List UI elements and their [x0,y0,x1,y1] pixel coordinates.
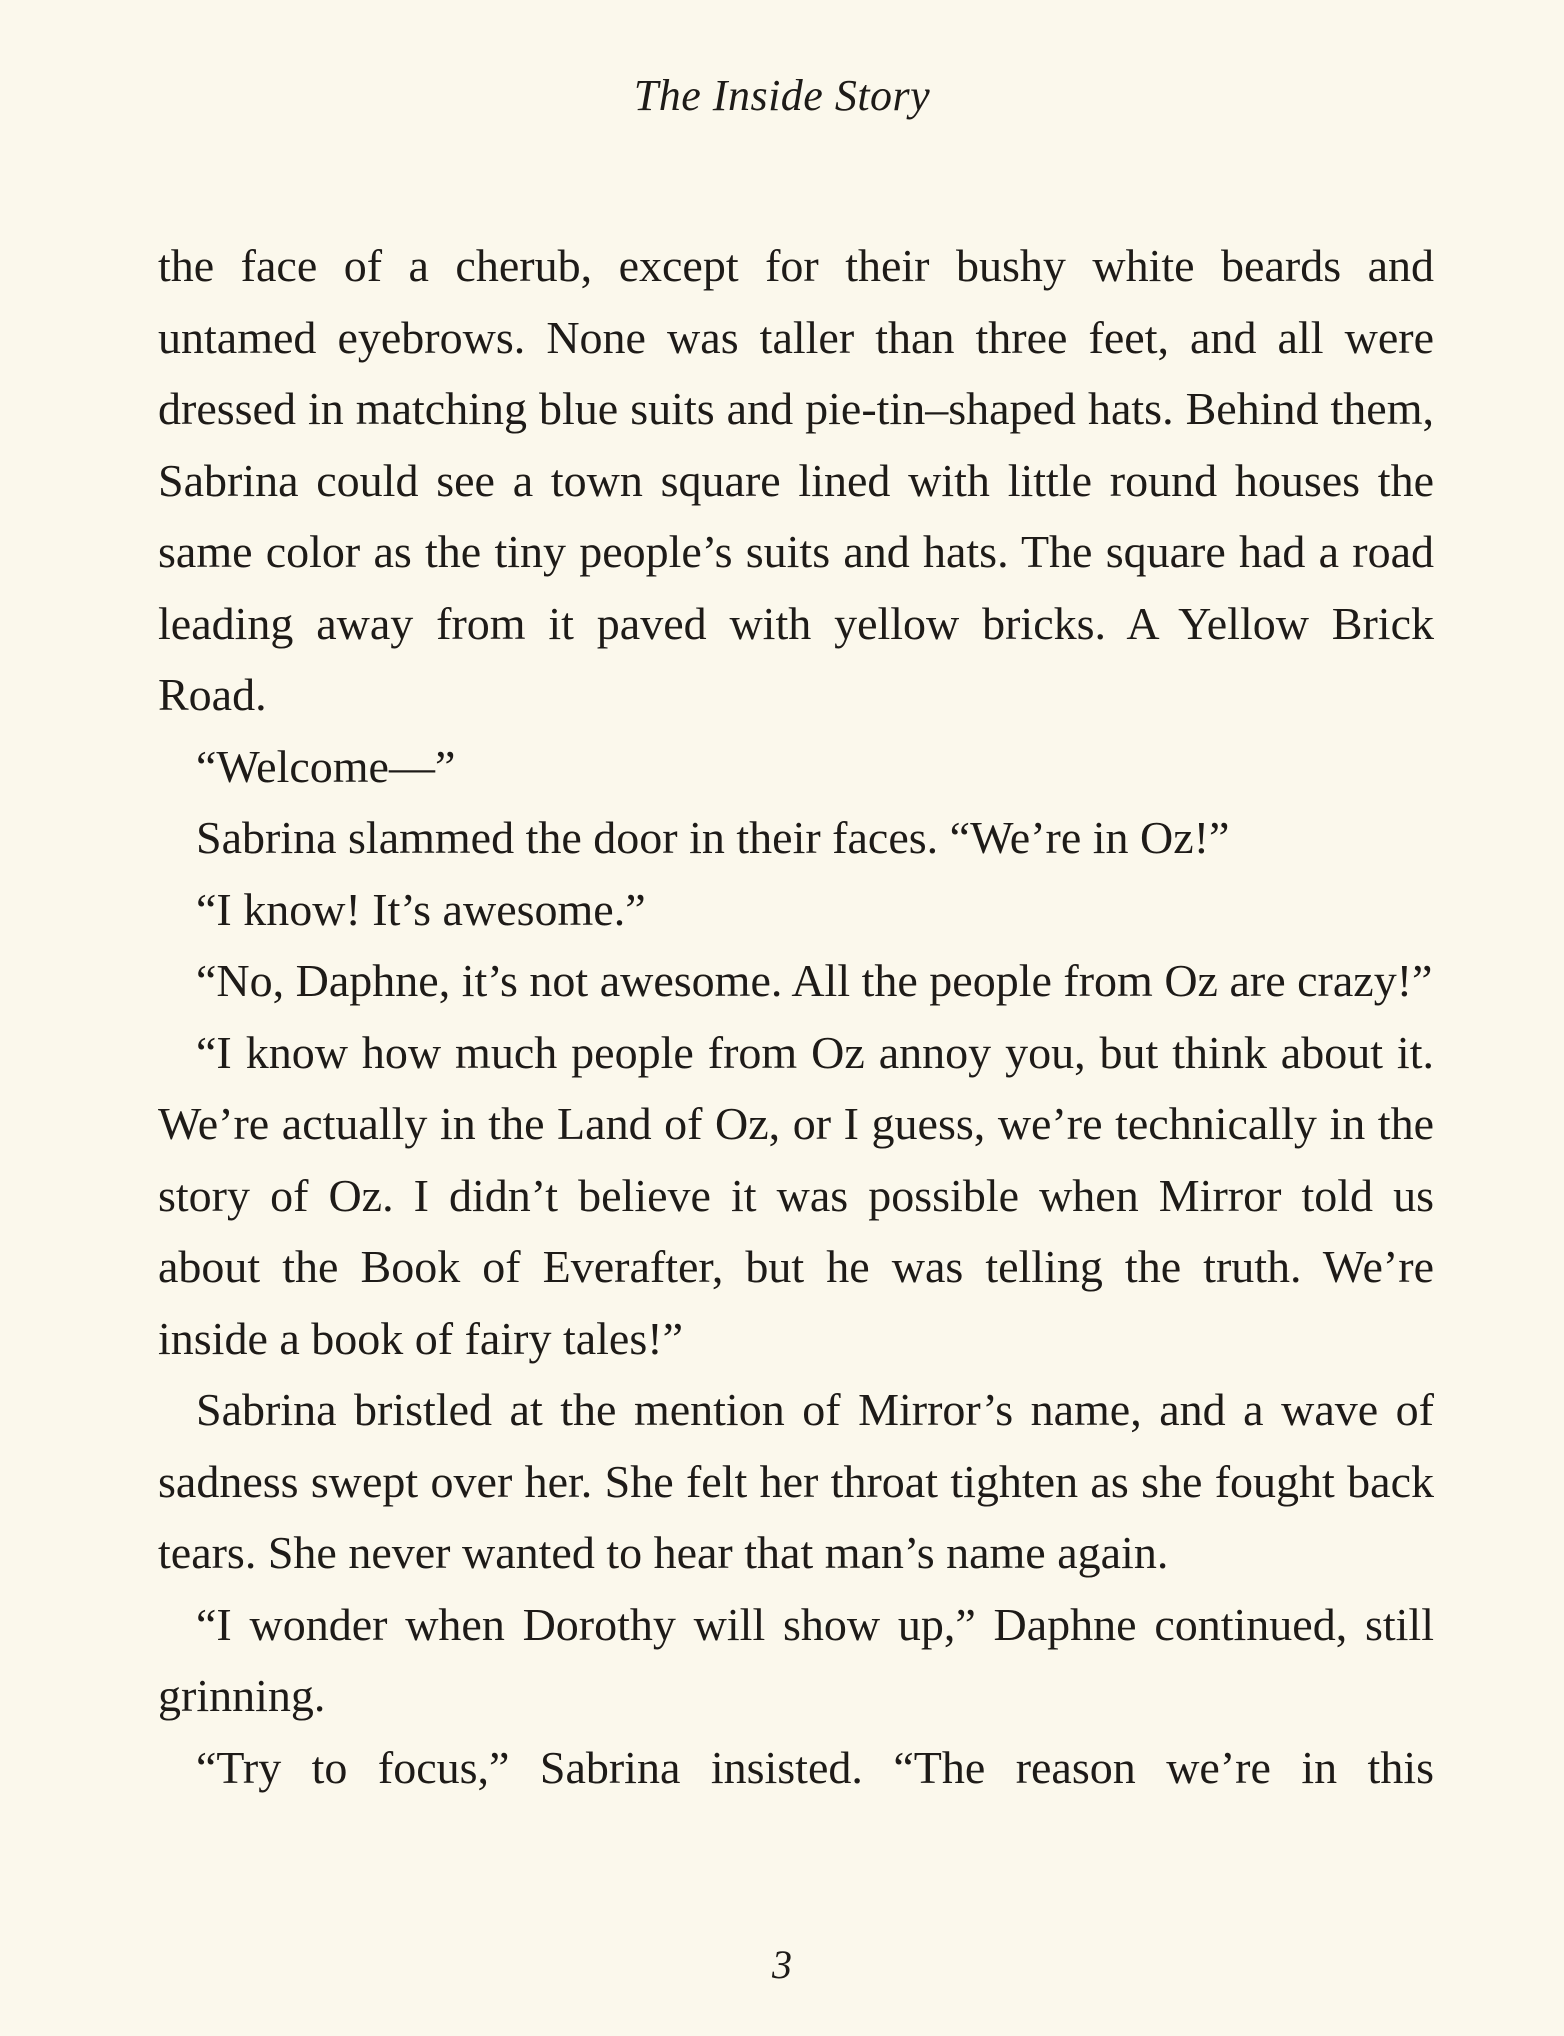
paragraph: Sabrina slammed the door in their faces. “We’re in Oz!” [196,812,1230,863]
paragraph: Sabrina bristled at the mention of Mirror’s name, and a wave of sadness swept over her. She felt her throat tighten as she fought back tears. She never wanted to hear that man’s name again. [158,1384,1434,1578]
paragraph: “No, Daphne, it’s not awesome. All the people from Oz are crazy!” [196,955,1433,1006]
paragraph: “Welcome—” [196,740,456,792]
paragraph: the face of a cherub, except for their bushy white beards and untamed eyebrows. None was taller than three feet, and all were dressed in matching blue suits and pie-tin–shaped hats. Behind them, Sabrina could see a town square lined with little round houses the same color as the tiny people’s suits and hats. The square had a road leading away from it paved with yellow bricks. A Yellow Brick Road. [158,240,1434,720]
running-head: The Inside Story [633,71,931,120]
page-number: 3 [772,1942,792,1987]
paragraph: “I know! It’s awesome.” [196,883,646,935]
body-text [158,230,1434,1803]
paragraph: “I know how much people from Oz annoy you, but think about it. We’re actually in the Land of Oz, or I guess, we’re technically in the story of Oz. I didn’t believe it was possible when Mirror told us about the Book of Everafter, but he was telling the truth. We’re inside a book of fairy tales!” [158,1026,1434,1364]
paragraph: “Try to focus,” Sabrina insisted. “The reason we’re in this [196,1741,1434,1793]
paragraph: “I wonder when Dorothy will show up,” Daphne continued, still grinning. [158,1598,1434,1721]
